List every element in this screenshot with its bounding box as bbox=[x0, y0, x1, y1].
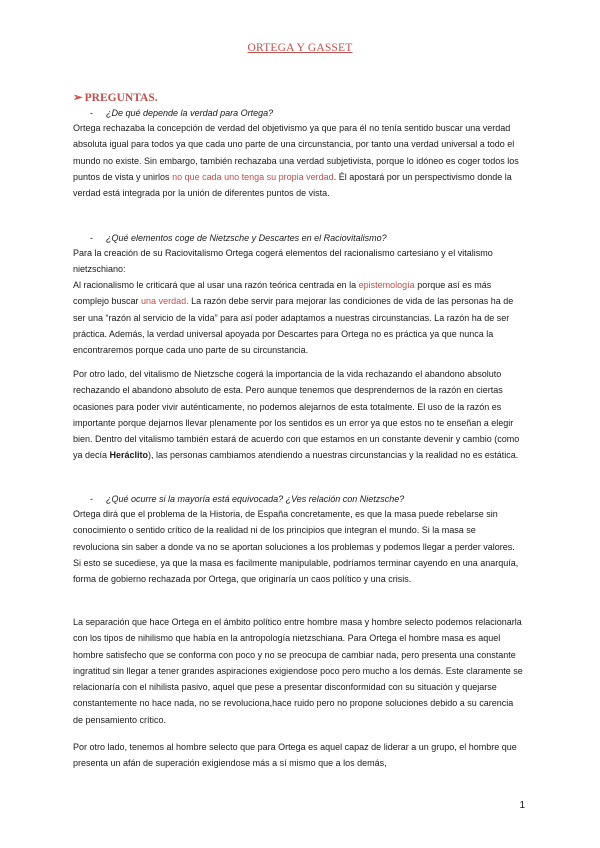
highlight-text: no que cada uno tenga su propia verdad bbox=[172, 171, 334, 182]
answer-3-paragraph-2: La separación que hace Ortega en el ámbito político entre hombre masa y hombre selecto podemos relacionarla con los tipos de nihilismo que había en la antropología nietzschiana. Para Ortega el hombre masa es aquel hombre satisfecho que se conforma con poco y no se preocupa de cambiar nada, pero presenta una constante ingratitud sin llegar a tener grandes aspiraciones exigiendose poco pero mucho a los demás. Este claramente se relacionaría con el nihilista pasivo, aquel que pese a presentar disconformidad con su situación y quejarse constantemente no hace nada, no se revoluciona,hace ruido pero no propone soluciones debido a su carencia de pensamiento crítico. bbox=[73, 617, 523, 725]
answer-1-paragraph bbox=[73, 120, 523, 201]
question-dash: - bbox=[90, 494, 93, 504]
question-dash: - bbox=[90, 108, 93, 118]
section-heading bbox=[73, 90, 158, 104]
rationalism-text-a: Al racionalismo le criticará que al usar una razón teórica centrada en la bbox=[73, 280, 359, 290]
highlight-una-verdad: una verdad. bbox=[141, 296, 189, 307]
vitalism-text-a: Por otro lado, del vitalismo de Nietzsche cogerá la importancia de la vida rechazando el abandono absoluto rechazando el abandono absoluto de esta. Pero aunque tenemos que desprendernos de la razón en ciertas ocasiones para poder vivir auténticamente, no podemos alejarnos de esta totalmente. El uso de la razón es importante porque dejarnos llevar plenamente por los sentidos es un error ya que estos no te enseñan a elegir bien. Dentro del vitalismo también estará de acuerdo con que estamos en un constante devenir y cambio (como ya decía bbox=[73, 369, 520, 461]
answer-1-text: Ortega rechazaba la concepción de verdad del objetivismo ya que para él no tenía sentido buscar una verdad absoluta igual para todos ya que cada uno parte de una circunstancia, por tanto una verdad universal a todo el mundo no existe. Sin embargo, también rechazaba una verdad subjetivista, porque lo idóneo es coger todos los puntos de vista y unirlos bbox=[73, 123, 519, 182]
highlight-epistemology: epistemología bbox=[358, 280, 415, 290]
vitalism-text-b: ), las personas cambiamos atendiendo a nuestras circunstancias y la realidad no es estática. bbox=[148, 450, 519, 461]
question-3 bbox=[90, 494, 404, 504]
question-2 bbox=[90, 233, 387, 243]
answer-2-intro: Para la creación de su Raciovitalismo Ortega cogerá elementos del racionalismo cartesiano y el vitalismo nietzschiano: bbox=[73, 248, 493, 275]
question-3-text: ¿Qué ocurre si la mayoría está equivocada? ¿Ves relación con Nietzsche? bbox=[106, 494, 405, 504]
answer-2-rationalism bbox=[73, 277, 523, 358]
heraclito-text: Heráclito bbox=[109, 450, 149, 461]
page-number: 1 bbox=[519, 800, 525, 811]
answer-3-paragraph-1: Ortega dirá que el problema de la Historia, de España concretamente, es que la masa puede rebelarse sin conocimiento o sentido crítico de la realidad ni de los principios que integran el mundo. Si la masa se revoluciona sin saber a donde va no se aportan soluciones a los problemas y podemos llegar a perder valores. Si esto se sucediese, ya que la masa es facilmente manipulable, podríamos terminar cayendo en una anarquía, forma de gobierno rechazada por Ortega, que originaría un caos político y una crisis. bbox=[73, 509, 519, 585]
question-1 bbox=[90, 108, 273, 118]
question-2-text: ¿Qué elementos coge de Nietzsche y Descartes en el Raciovitalismo? bbox=[106, 233, 387, 243]
answer-2-vitalism bbox=[73, 366, 523, 464]
document-title: ORTEGA Y GASSET bbox=[247, 42, 353, 54]
question-1-text: ¿De qué depende la verdad para Ortega? bbox=[106, 108, 274, 118]
rationalism-text-c: La razón debe servir para mejorar las condiciones de vida de las personas ha de ser una “razón al servicio de la vida” para así poder adaptamos a nuestras circunstancias. La razón ha de ser práctica. Además, la verdad universal apoyada por Descartes para Ortega no es práctica ya que nunca la encontraremos porque cada uno parte de su circunstancia. bbox=[73, 296, 514, 356]
section-label: PREGUNTAS. bbox=[84, 92, 158, 104]
arrow-bullet-icon: ➢ bbox=[73, 92, 83, 104]
rationalism-text-b: porque así es más complejo buscar bbox=[73, 280, 492, 307]
answer-1-text-end: . Él apostará por un perspectivismo donde la verdad está integrada por la unión de diferentes puntos de vista. bbox=[73, 171, 512, 199]
answer-3-paragraph-3: Por otro lado, tenemos al hombre selecto que para Ortega es aquel capaz de liderar a un grupo, el hombre que presenta un afán de superación exigiendose más a sí mismo que a los demás, bbox=[73, 742, 517, 769]
question-dash: - bbox=[90, 233, 93, 243]
